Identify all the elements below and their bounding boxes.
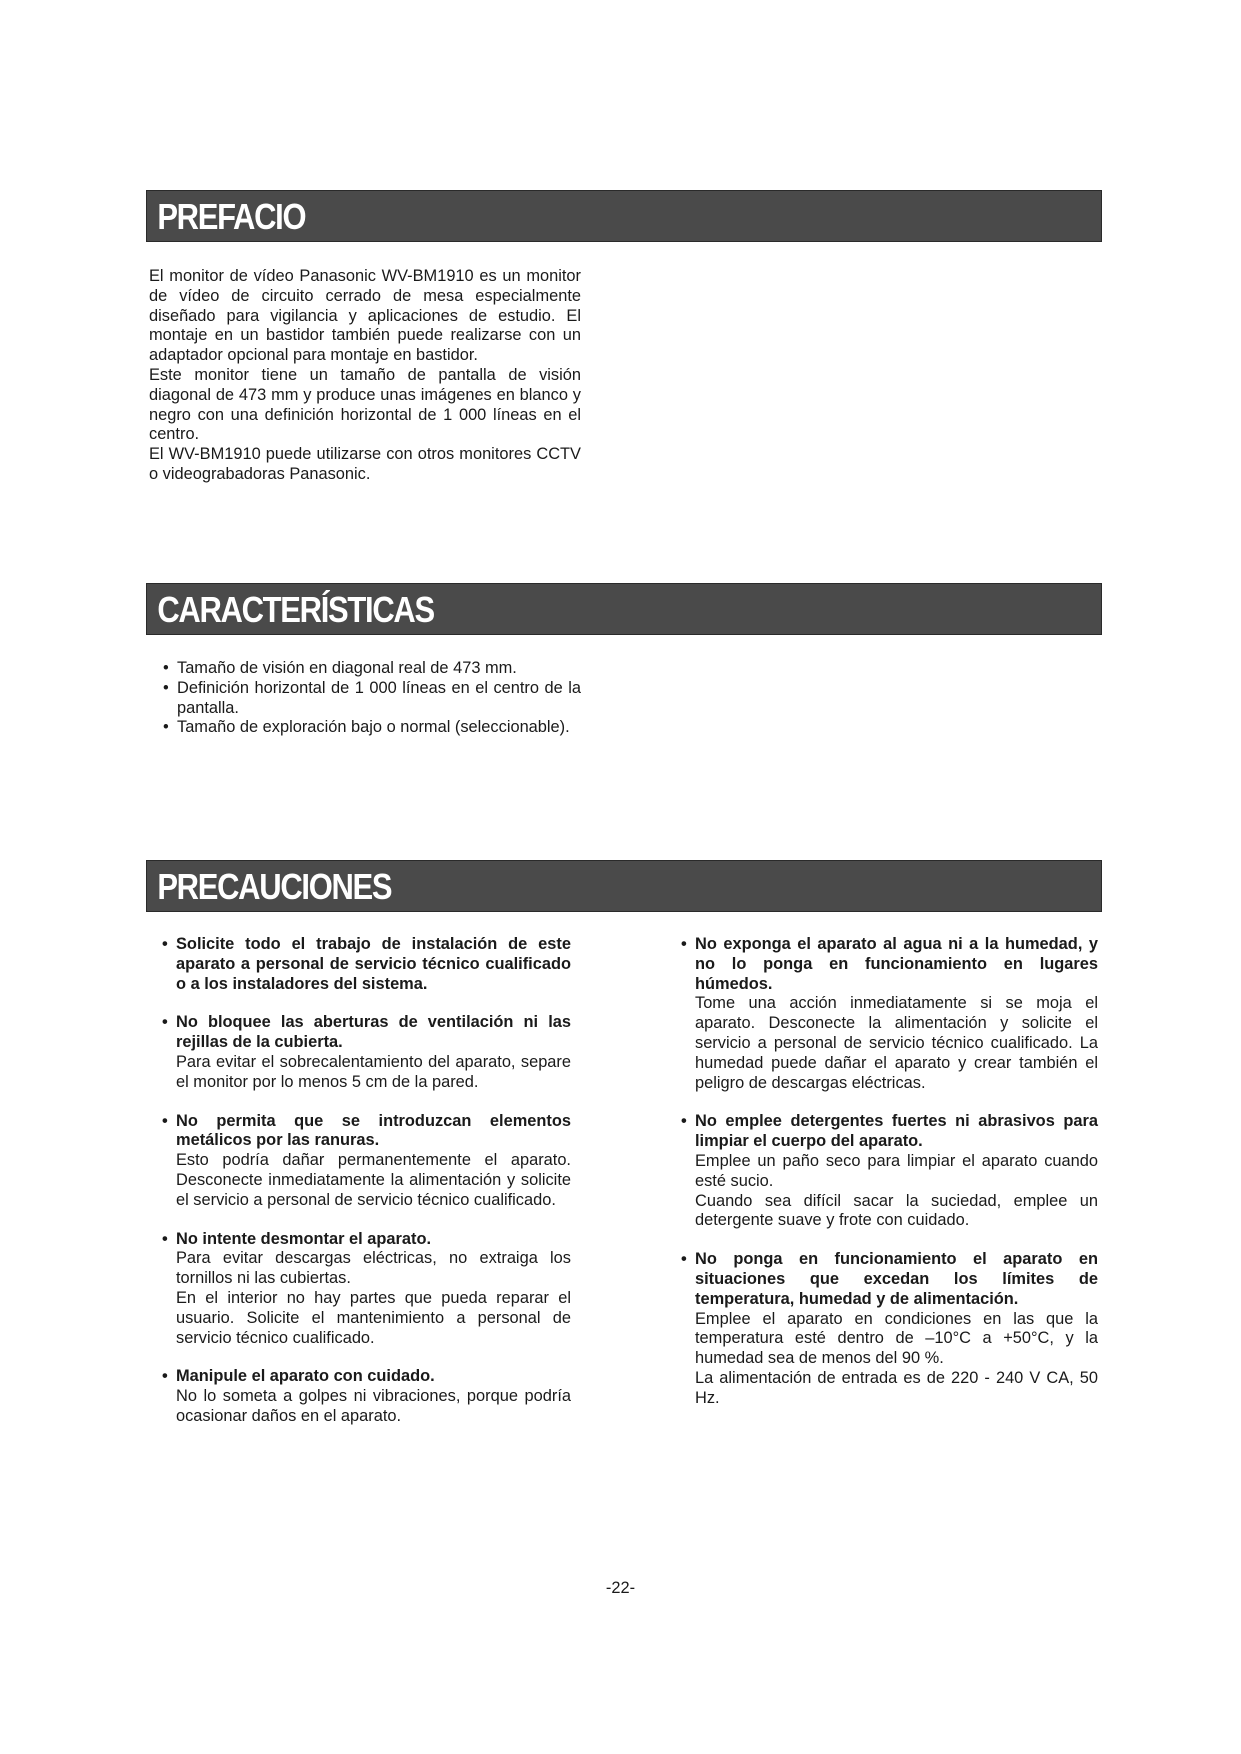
feature-text: Tamaño de exploración bajo o normal (seleccionable). <box>177 718 570 737</box>
feature-text: Tamaño de visión en diagonal real de 473 mm. <box>177 659 517 677</box>
precaution-item <box>161 935 571 994</box>
feature-item <box>161 659 581 679</box>
prefacio-paragraph: El WV-BM1910 puede utilizarse con otros monitores CCTV o videograbadoras Panasonic. <box>149 445 581 483</box>
precaution-item <box>161 1013 571 1092</box>
precaution-text: Cuando sea difícil sacar la suciedad, emplee un detergente suave y frote con cuidado. <box>695 1191 1098 1230</box>
precaution-text: Emplee el aparato en condiciones en las que la temperatura esté dentro de –10°C a +50°C, y la humedad sea de menos del 90 %. <box>695 1309 1098 1368</box>
bullet-icon: • <box>163 718 169 737</box>
bullet-icon: • <box>163 659 169 677</box>
caracteristicas-title: CARACTERÍSTICAS <box>157 589 434 630</box>
features-list <box>161 659 581 738</box>
prefacio-header <box>146 190 1102 242</box>
bullet-icon: • <box>681 935 687 953</box>
precaution-item <box>680 1250 1098 1408</box>
precaution-text: Esto podría dañar permanentemente el aparato. Desconecte inmediatamente la alimentación y solicite el servicio a personal de servicio técnico cualificado. <box>176 1151 571 1209</box>
bullet-icon: • <box>163 678 169 697</box>
precaution-title: No permita que se introduzcan elementos metálicos por las ranuras. <box>176 1111 571 1150</box>
prefacio-body <box>149 267 581 485</box>
bullet-icon: • <box>162 1367 168 1386</box>
precauciones-header <box>146 860 1102 912</box>
precaution-title: No bloquee las aberturas de ventilación ni las rejillas de la cubierta. <box>176 1013 571 1052</box>
precaution-text: En el interior no hay partes que pueda reparar el usuario. Solicite el mantenimiento a personal de servicio técnico cualificado. <box>176 1288 571 1347</box>
caracteristicas-header <box>146 583 1102 635</box>
precaution-item <box>680 935 1098 1093</box>
feature-item <box>161 718 581 738</box>
page-number: -22- <box>605 1579 636 1597</box>
prefacio-paragraph: Este monitor tiene un tamaño de pantalla de visión diagonal de 473 mm y produce unas imágenes en blanco y negro con una definición horizontal de 1 000 líneas en el centro. <box>149 365 581 444</box>
prefacio-paragraph: El monitor de vídeo Panasonic WV-BM1910 es un monitor de vídeo de circuito cerrado de mesa especialmente diseñado para vigilancia y aplicaciones de estudio. El montaje en un bastidor también puede realizarse con un adaptador opcional para montaje en bastidor. <box>149 267 581 365</box>
precaution-item <box>680 1112 1098 1231</box>
precaution-item <box>161 1230 571 1349</box>
prefacio-title: PREFACIO <box>157 196 306 237</box>
precaution-text: Emplee un paño seco para limpiar el aparato cuando esté sucio. <box>695 1151 1098 1190</box>
precaution-text: Tome una acción inmediatamente si se moja el aparato. Desconecte la alimentación y solicite el servicio a personal de servicio técnico cualificado. La humedad puede dañar el aparato y crear también el peligro de descargas eléctricas. <box>695 994 1098 1092</box>
precauciones-title: PRECAUCIONES <box>157 866 392 907</box>
precaution-title: No emplee detergentes fuertes ni abrasivos para limpiar el cuerpo del aparato. <box>695 1112 1098 1151</box>
precaution-text: Para evitar descargas eléctricas, no extraiga los tornillos ni las cubiertas. <box>176 1249 571 1288</box>
precaution-title: No intente desmontar el aparato. <box>176 1229 432 1248</box>
precaution-text: Para evitar el sobrecalentamiento del aparato, separe el monitor por lo menos 5 cm de la pared. <box>176 1052 571 1091</box>
precaution-title: Solicite todo el trabajo de instalación de este aparato a personal de servicio técnico cualificado o a los instaladores del sistema. <box>176 935 571 993</box>
precaution-item <box>161 1112 571 1211</box>
precaution-title: Manipule el aparato con cuidado. <box>176 1367 435 1386</box>
precaution-title: No ponga en funcionamiento el aparato en situaciones que excedan los límites de temperatura, humedad y de alimentación. <box>695 1250 1098 1308</box>
precaution-item <box>161 1367 571 1426</box>
precaution-title: No exponga el aparato al agua ni a la humedad, y no lo ponga en funcionamiento en lugares húmedos. <box>695 935 1098 993</box>
precautions-left-column <box>161 935 571 1446</box>
bullet-icon: • <box>681 1112 687 1131</box>
bullet-icon: • <box>162 1229 168 1248</box>
feature-item <box>161 679 581 719</box>
precautions-right-column <box>680 935 1098 1428</box>
feature-text: Definición horizontal de 1 000 líneas en el centro de la pantalla. <box>177 678 581 717</box>
bullet-icon: • <box>162 1013 168 1032</box>
bullet-icon: • <box>162 1111 168 1130</box>
precaution-text: No lo someta a golpes ni vibraciones, porque podría ocasionar daños en el aparato. <box>176 1387 571 1425</box>
bullet-icon: • <box>681 1250 687 1269</box>
bullet-icon: • <box>162 935 168 953</box>
precaution-text: La alimentación de entrada es de 220 - 240 V CA, 50 Hz. <box>695 1368 1098 1407</box>
